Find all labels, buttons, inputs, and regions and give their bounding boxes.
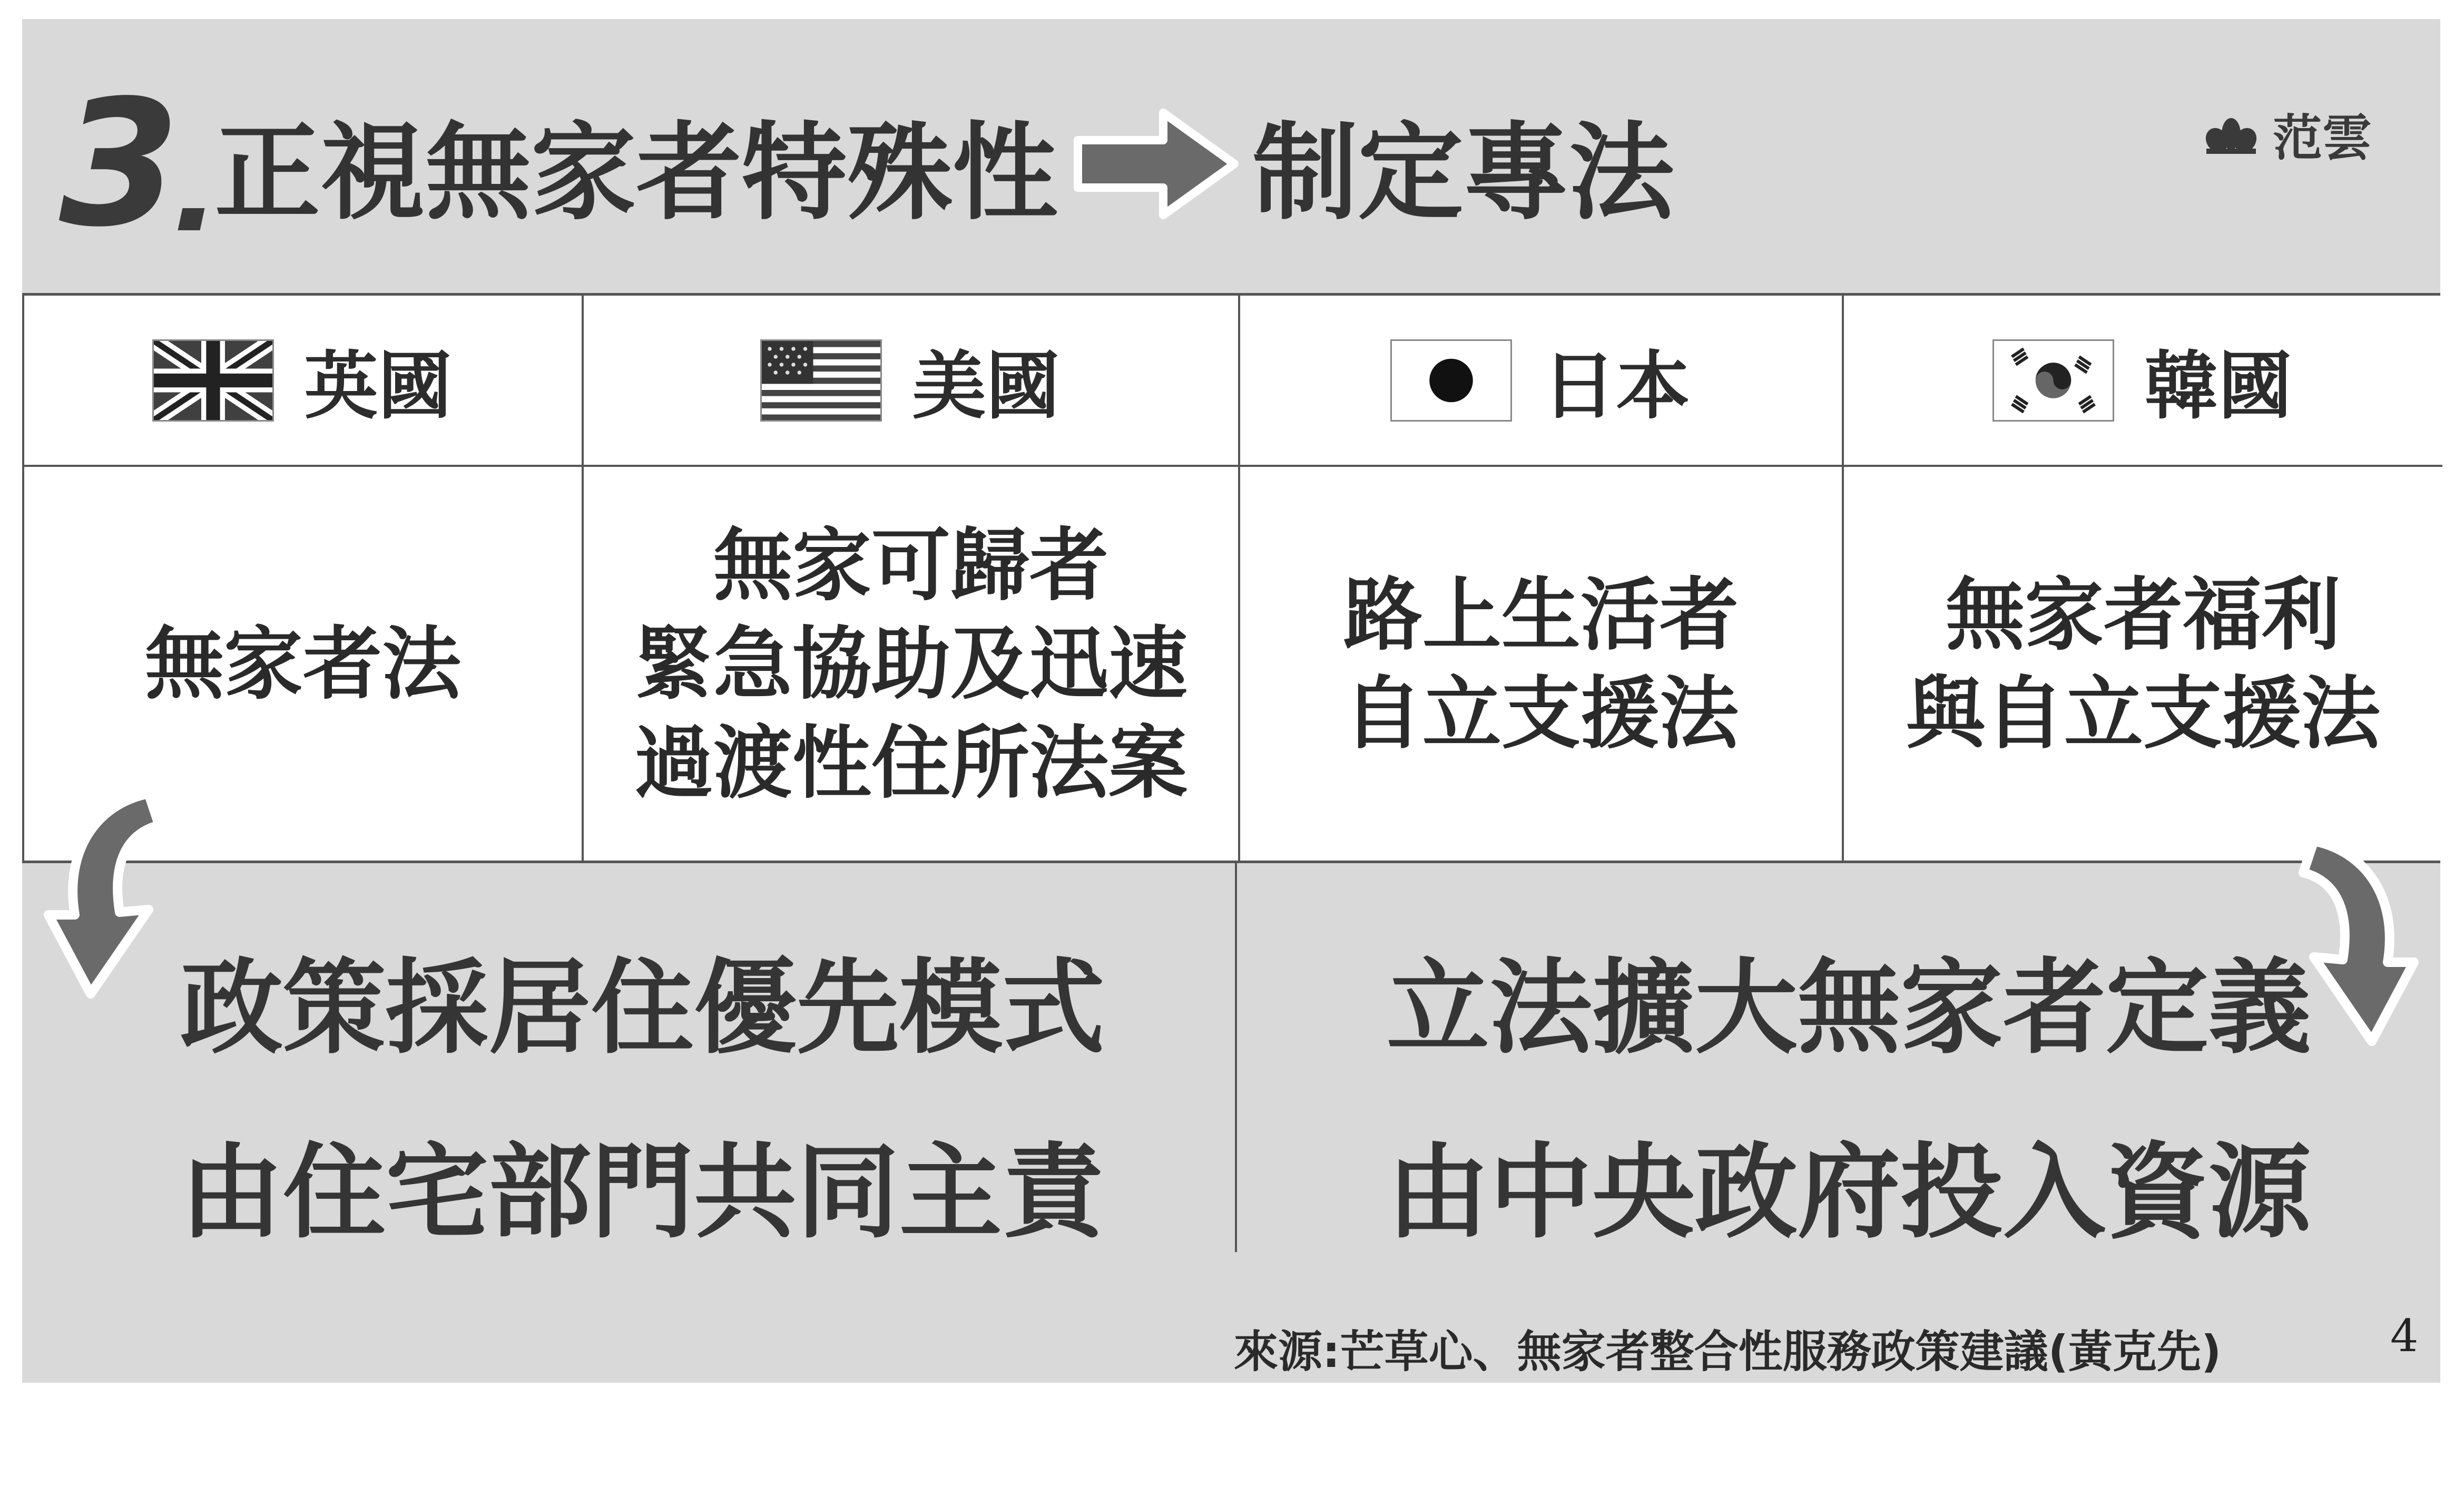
column-uk	[24, 296, 582, 861]
law-line: 無家可歸者	[713, 520, 1108, 612]
headline-right-text: 制定專法	[1252, 111, 1674, 234]
country-name: 日本	[1542, 344, 1690, 429]
law-name	[1343, 566, 1739, 764]
right-arrow-icon	[1068, 103, 1242, 224]
right-conclusion-line: 立法擴大無家者定義	[1387, 948, 2311, 1068]
law-cell	[1844, 467, 2442, 863]
country-name: 美國	[912, 344, 1060, 429]
left-conclusion-line: 政策採居住優先模式	[180, 948, 1105, 1068]
uk-flag-icon	[154, 341, 272, 420]
headline-left-text: 正視無家者特殊性	[214, 111, 1058, 234]
section-number-dot	[178, 208, 204, 230]
law-line: 自立支援法	[1343, 668, 1739, 760]
lotus-leaf-logo-icon	[2202, 113, 2260, 155]
law-name	[145, 615, 461, 715]
center-divider	[1235, 862, 1237, 1252]
brand-name: 范雲	[2272, 110, 2372, 167]
law-line: 與自立支援法	[1906, 668, 2380, 760]
page-number: 4	[2390, 1310, 2419, 1362]
us-flag-icon	[762, 341, 880, 420]
curved-down-arrow-icon	[27, 783, 201, 1020]
brand	[2202, 98, 2372, 169]
headline	[59, 51, 1674, 277]
right-conclusion-line: 由中央政府投入資源	[1387, 1132, 2311, 1252]
source-citation: 來源:芒草心、無家者整合性服務政策建議(黃克先)	[1234, 1326, 2222, 1377]
japan-flag-icon	[1392, 341, 1510, 420]
korea-flag-icon	[1994, 341, 2113, 420]
law-line: 無家者法	[144, 619, 461, 711]
column-header	[1240, 296, 1842, 467]
law-line: 路上生活者	[1343, 569, 1739, 661]
column-us	[582, 296, 1238, 861]
law-line: 無家者福利	[1945, 569, 2341, 661]
column-header	[24, 296, 582, 467]
section-number: 3	[59, 63, 175, 265]
column-japan	[1238, 296, 1842, 861]
law-line: 過渡性住所法案	[634, 717, 1187, 809]
country-law-table	[22, 293, 2440, 863]
country-name: 英國	[304, 344, 452, 429]
law-name	[634, 517, 1187, 814]
left-conclusion-line: 由住宅部門共同主責	[180, 1132, 1105, 1252]
law-cell	[584, 467, 1238, 863]
slide	[22, 19, 2440, 1383]
column-korea	[1842, 296, 2442, 861]
column-header	[584, 296, 1238, 467]
country-name: 韓國	[2144, 344, 2292, 429]
law-cell	[1240, 467, 1842, 863]
law-name	[1906, 566, 2380, 764]
law-line: 緊急協助及迅速	[634, 619, 1187, 711]
column-header	[1844, 296, 2442, 467]
